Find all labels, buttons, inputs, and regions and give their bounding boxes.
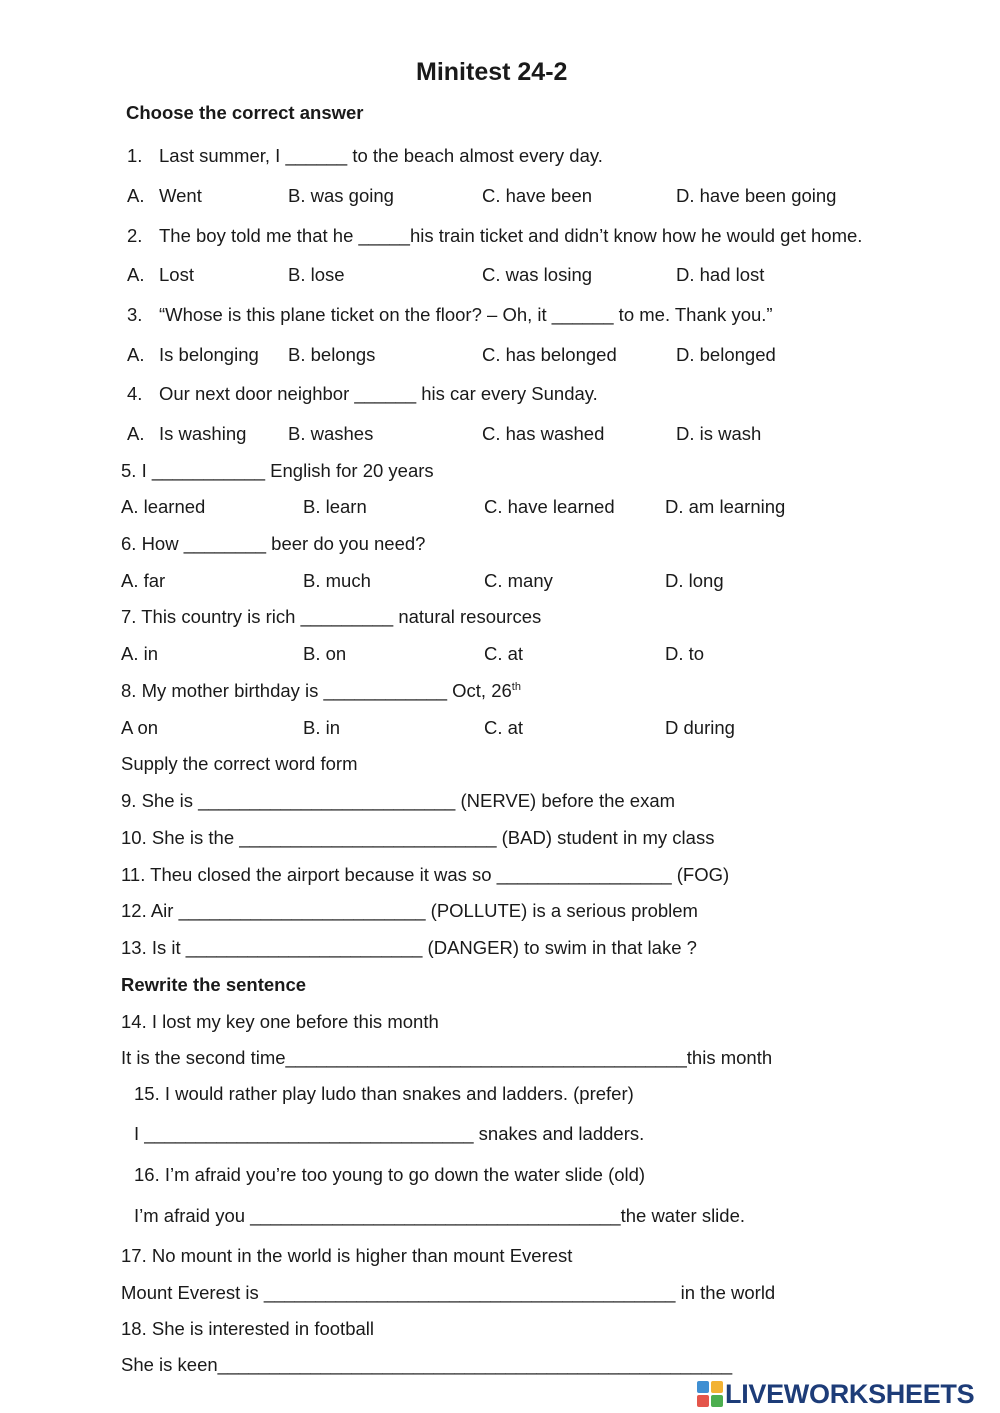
- question-text: 13. Is it _______________________ (DANGER) to swim in that lake ?: [121, 937, 697, 958]
- question-text: Our next door neighbor ______ his car every Sunday.: [159, 383, 598, 404]
- option-d: D during: [665, 717, 735, 738]
- option-c: C. has washed: [482, 423, 605, 444]
- answer-line: It is the second time_______________________________________this month: [121, 1047, 773, 1068]
- option-a: A. learned: [121, 496, 206, 517]
- option-b: B. much: [303, 570, 371, 591]
- question-text: Last summer, I ______ to the beach almost every day.: [159, 145, 603, 166]
- option-d: D. am learning: [665, 496, 786, 517]
- option-b: B. washes: [288, 423, 374, 444]
- option-label: A.: [127, 264, 145, 285]
- ordinal-suffix: th: [511, 680, 521, 693]
- question-text: 11. Theu closed the airport because it was so _________________ (FOG): [121, 864, 730, 885]
- option-c: C. has belonged: [482, 344, 617, 365]
- answer-line: I’m afraid you ____________________________________the water slide.: [134, 1205, 746, 1226]
- option-c: C. have been: [482, 185, 593, 206]
- answer-line: I ________________________________ snakes and ladders.: [134, 1123, 645, 1144]
- option-b: B. on: [303, 643, 347, 664]
- section-heading-rewrite: Rewrite the sentence: [121, 974, 307, 995]
- option-b: B. belongs: [288, 344, 376, 365]
- option-a: Is washing: [159, 423, 247, 444]
- logo-square: [697, 1381, 709, 1393]
- section-heading-choose: Choose the correct answer: [126, 102, 364, 123]
- question-text: The boy told me that he _____his train ticket and didn’t know how he would get home.: [159, 225, 863, 246]
- option-c: C. at: [484, 717, 524, 738]
- question-number: 3.: [127, 304, 143, 325]
- question-text: “Whose is this plane ticket on the floor? – Oh, it ______ to me. Thank you.”: [159, 304, 773, 325]
- question-text: 8. My mother birthday is ____________ Oct, 26th: [121, 680, 521, 701]
- option-b: B. in: [303, 717, 341, 738]
- question-text: 17. No mount in the world is higher than mount Everest: [121, 1245, 573, 1266]
- option-b: B. learn: [303, 496, 367, 517]
- question-text: 16. I’m afraid you’re too young to go down the water slide (old): [134, 1164, 646, 1185]
- section-heading-word-form: Supply the correct word form: [121, 753, 358, 774]
- question-text: 18. She is interested in football: [121, 1318, 374, 1339]
- option-d: D. have been going: [676, 185, 837, 206]
- question-number: 2.: [127, 225, 143, 246]
- logo-square: [711, 1381, 723, 1393]
- option-a: A on: [121, 717, 159, 738]
- option-d: D. long: [665, 570, 724, 591]
- option-a: A. far: [121, 570, 166, 591]
- logo-text: LIVEWORKSHEETS: [725, 1378, 975, 1409]
- option-label: A.: [127, 423, 145, 444]
- question-text: 6. How ________ beer do you need?: [121, 533, 426, 554]
- option-a: Is belonging: [159, 344, 259, 365]
- question-text: 12. Air ________________________ (POLLUTE) is a serious problem: [121, 900, 698, 921]
- question-text: 5. I ___________ English for 20 years: [121, 460, 434, 481]
- liveworksheets-logo: [697, 1378, 974, 1410]
- option-b: B. lose: [288, 264, 345, 285]
- question-text: 7. This country is rich _________ natural resources: [121, 606, 542, 627]
- question-text: 15. I would rather play ludo than snakes and ladders. (prefer): [134, 1083, 634, 1104]
- option-label: A.: [127, 344, 145, 365]
- question-text: 9. She is _________________________ (NERVE) before the exam: [121, 790, 676, 811]
- question-text: 10. She is the _________________________ (BAD) student in my class: [121, 827, 715, 848]
- option-a: A. in: [121, 643, 159, 664]
- option-label: A.: [127, 185, 145, 206]
- option-d: D. had lost: [676, 264, 765, 285]
- question-text: 14. I lost my key one before this month: [121, 1011, 439, 1032]
- option-c: C. many: [484, 570, 553, 591]
- option-c: C. at: [484, 643, 524, 664]
- option-a: Went: [159, 185, 202, 206]
- option-c: C. have learned: [484, 496, 615, 517]
- logo-square: [697, 1395, 709, 1407]
- question-number: 1.: [127, 145, 143, 166]
- question-number: 4.: [127, 383, 143, 404]
- option-b: B. was going: [288, 185, 394, 206]
- option-d: D. belonged: [676, 344, 776, 365]
- option-d: D. is wash: [676, 423, 762, 444]
- page-title: Minitest 24-2: [416, 58, 568, 86]
- logo-square: [711, 1395, 723, 1407]
- answer-line: She is keen__________________________________________________: [121, 1354, 733, 1375]
- option-a: Lost: [159, 264, 194, 285]
- logo-icon: [697, 1381, 723, 1407]
- option-d: D. to: [665, 643, 705, 664]
- option-c: C. was losing: [482, 264, 593, 285]
- answer-line: Mount Everest is ________________________________________ in the world: [121, 1282, 776, 1303]
